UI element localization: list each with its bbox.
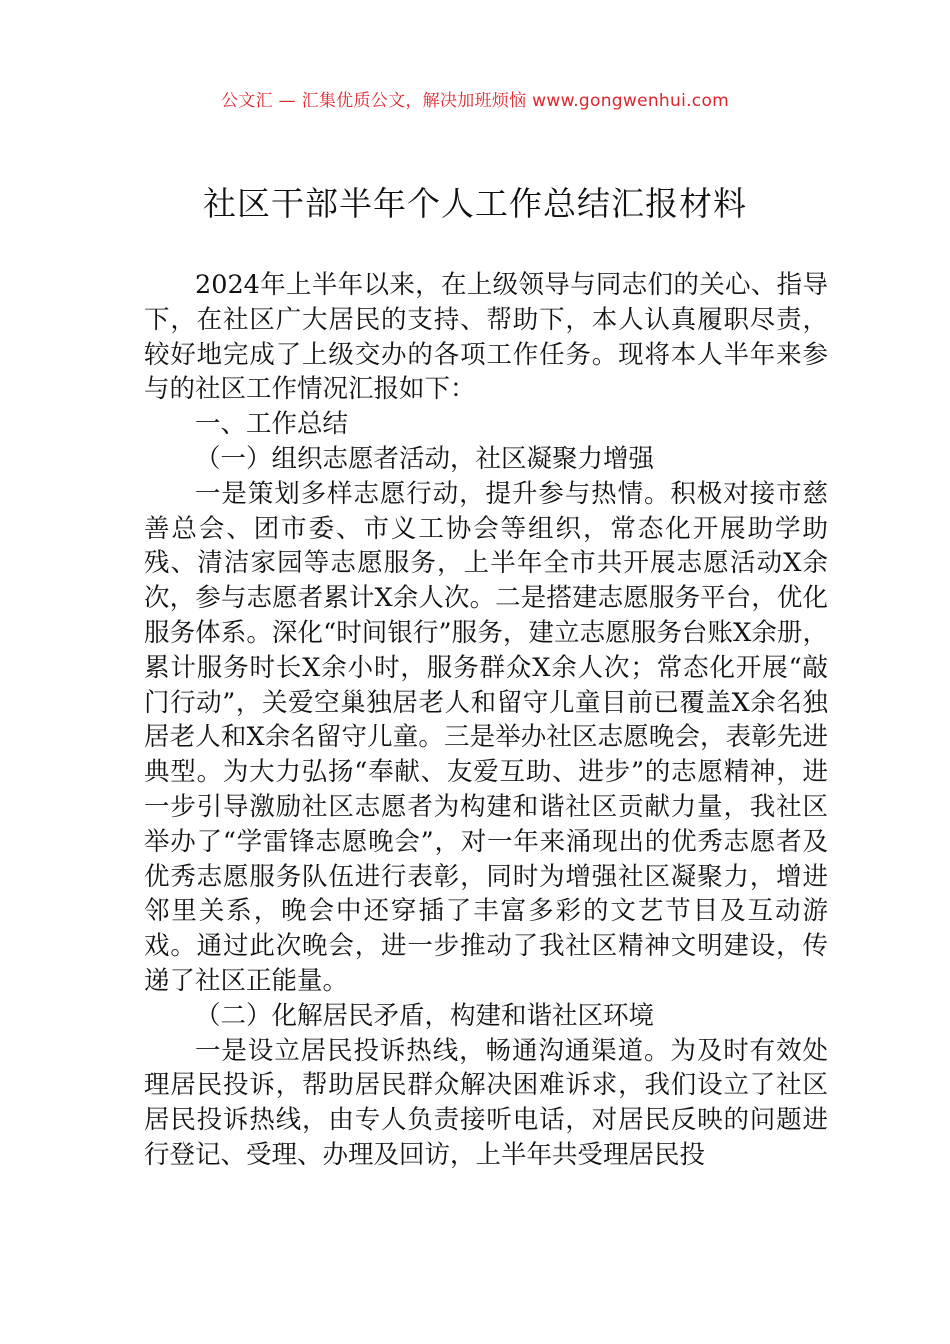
volunteer-activities-paragraph: 一是策划多样志愿行动，提升参与热情。积极对接市慈善总会、团市委、市义工协会等组织，常态化开展助学助残、清洁家园等志愿服务，上半年全市共开展志愿活动X余次，参与志愿者累计X余人次。二是搭建志愿服务平台，优化服务体系。深化“时间银行”服务，建立志愿服务台账X余册，累计服务时长X余小时，服务群众X余人次；常态化开展“敲门行动”，关爱空巢独居老人和留守儿童目前已覆盖X余名独居老人和X余名留守儿童。三是举办社区志愿晚会，表彰先进典型。为大力弘扬“奉献、友爱互助、进步”的志愿精神，进一步引导激励社区志愿者为构建和谐社区贡献力量，我社区举办了“学雷锋志愿晚会”，对一年来涌现出的优秀志愿者及优秀志愿服务队伍进行表彰，同时为增强社区凝聚力，增进邻里关系，晚会中还穿插了丰富多彩的文艺节目及互动游戏。通过此次晚会，进一步推动了我社区精神文明建设，传递了社区正能量。	[144, 478, 828, 996]
section-heading-work-summary: 一、工作总结	[195, 409, 349, 440]
intro-paragraph: 2024年上半年以来，在上级领导与同志们的关心、指导下，在社区广大居民的支持、帮助下，本人认真履职尽责，较好地完成了上级交办的各项工作任务。现将本人半年来参与的社区工作情况汇报如下：	[144, 270, 828, 405]
document-body	[144, 268, 828, 1173]
subsection-heading-resolve-conflicts: （二）化解居民矛盾，构建和谐社区环境	[195, 1000, 655, 1031]
document-title: 社区干部半年个人工作总结汇报材料	[203, 184, 747, 223]
complaint-hotline-paragraph: 一是设立居民投诉热线，畅通沟通渠道。为及时有效处理居民投诉，帮助居民群众解决困难诉求，我们设立了社区居民投诉热线，由专人负责接听电话，对居民反映的问题进行登记、受理、办理及回访，上半年共受理居民投	[144, 1035, 828, 1170]
site-header-banner: 公文汇 — 汇集优质公文，解决加班烦恼 www.gongwenhui.com	[220, 91, 730, 111]
subsection-heading-volunteer-activities: （一）组织志愿者活动，社区凝聚力增强	[195, 443, 655, 474]
